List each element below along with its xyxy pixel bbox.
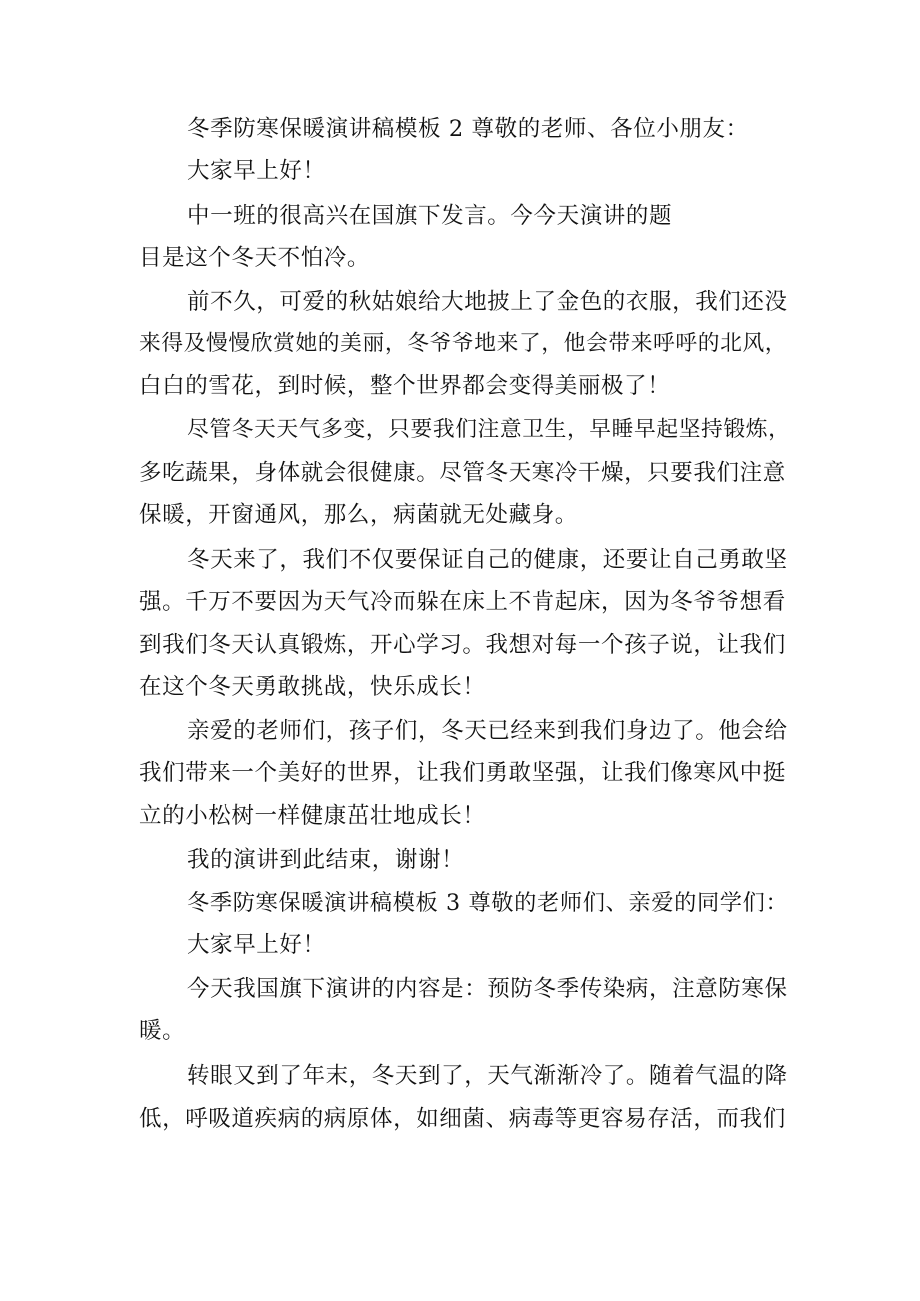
text-line: 冬天来了，我们不仅要保证自己的健康，还要让自己勇敢坚: [187, 547, 788, 573]
text-line: 尽管冬天天气多变，只要我们注意卫生，早睡早起坚持锻炼，: [187, 417, 791, 442]
text-line: 在这个冬天勇敢挑战，快乐成长！: [139, 674, 486, 700]
text-line: 暖。: [139, 1018, 186, 1044]
text-line: 冬季防寒保暖演讲稿模板 3 尊敬的老师们、亲爱的同学们：: [187, 890, 789, 916]
text-line: 中一班的很高兴在国旗下发言。今今天演讲的题: [187, 203, 673, 229]
text-line: 我们带来一个美好的世界，让我们勇敢坚强，让我们像寒风中挺: [139, 760, 786, 786]
text-line: 前不久，可爱的秋姑娘给大地披上了金色的衣服，我们还没: [187, 289, 788, 315]
text-line: 亲爱的老师们，孩子们，冬天已经来到我们身边了。他会给: [187, 718, 788, 744]
text-line: 低，呼吸道疾病的病原体，如细菌、病毒等更容易存活，而我们: [139, 1106, 786, 1132]
text-line: 大家早上好！: [187, 932, 326, 958]
text-line: 我的演讲到此结束，谢谢！: [187, 847, 465, 873]
text-line: 白白的雪花，到时候，整个世界都会变得美丽极了！: [139, 373, 671, 399]
text-line: 来得及慢慢欣赏她的美丽，冬爷爷地来了，他会带来呼呼的北风，: [139, 331, 788, 356]
text-line: 保暖，开窗通风，那么，病菌就无处藏身。: [139, 502, 578, 528]
text-line: 大家早上好！: [187, 158, 326, 184]
text-line: 冬季防寒保暖演讲稿模板 2 尊敬的老师、各位小朋友：: [187, 116, 749, 142]
text-line: 今天我国旗下演讲的内容是：预防冬季传染病，注意防寒保: [187, 976, 788, 1002]
text-line: 目是这个冬天不怕冷。: [139, 245, 371, 271]
text-line: 到我们冬天认真锻炼，开心学习。我想对每一个孩子说，让我们: [139, 632, 786, 658]
text-line: 立的小松树一样健康茁壮地成长！: [139, 803, 486, 829]
text-line: 强。千万不要因为天气冷而躲在床上不肯起床，因为冬爷爷想看: [139, 589, 786, 615]
text-line: 多吃蔬果，身体就会很健康。尽管冬天寒冷干燥，只要我们注意: [139, 460, 786, 486]
text-line: 转眼又到了年末，冬天到了，天气渐渐冷了。随着气温的降: [187, 1063, 788, 1089]
